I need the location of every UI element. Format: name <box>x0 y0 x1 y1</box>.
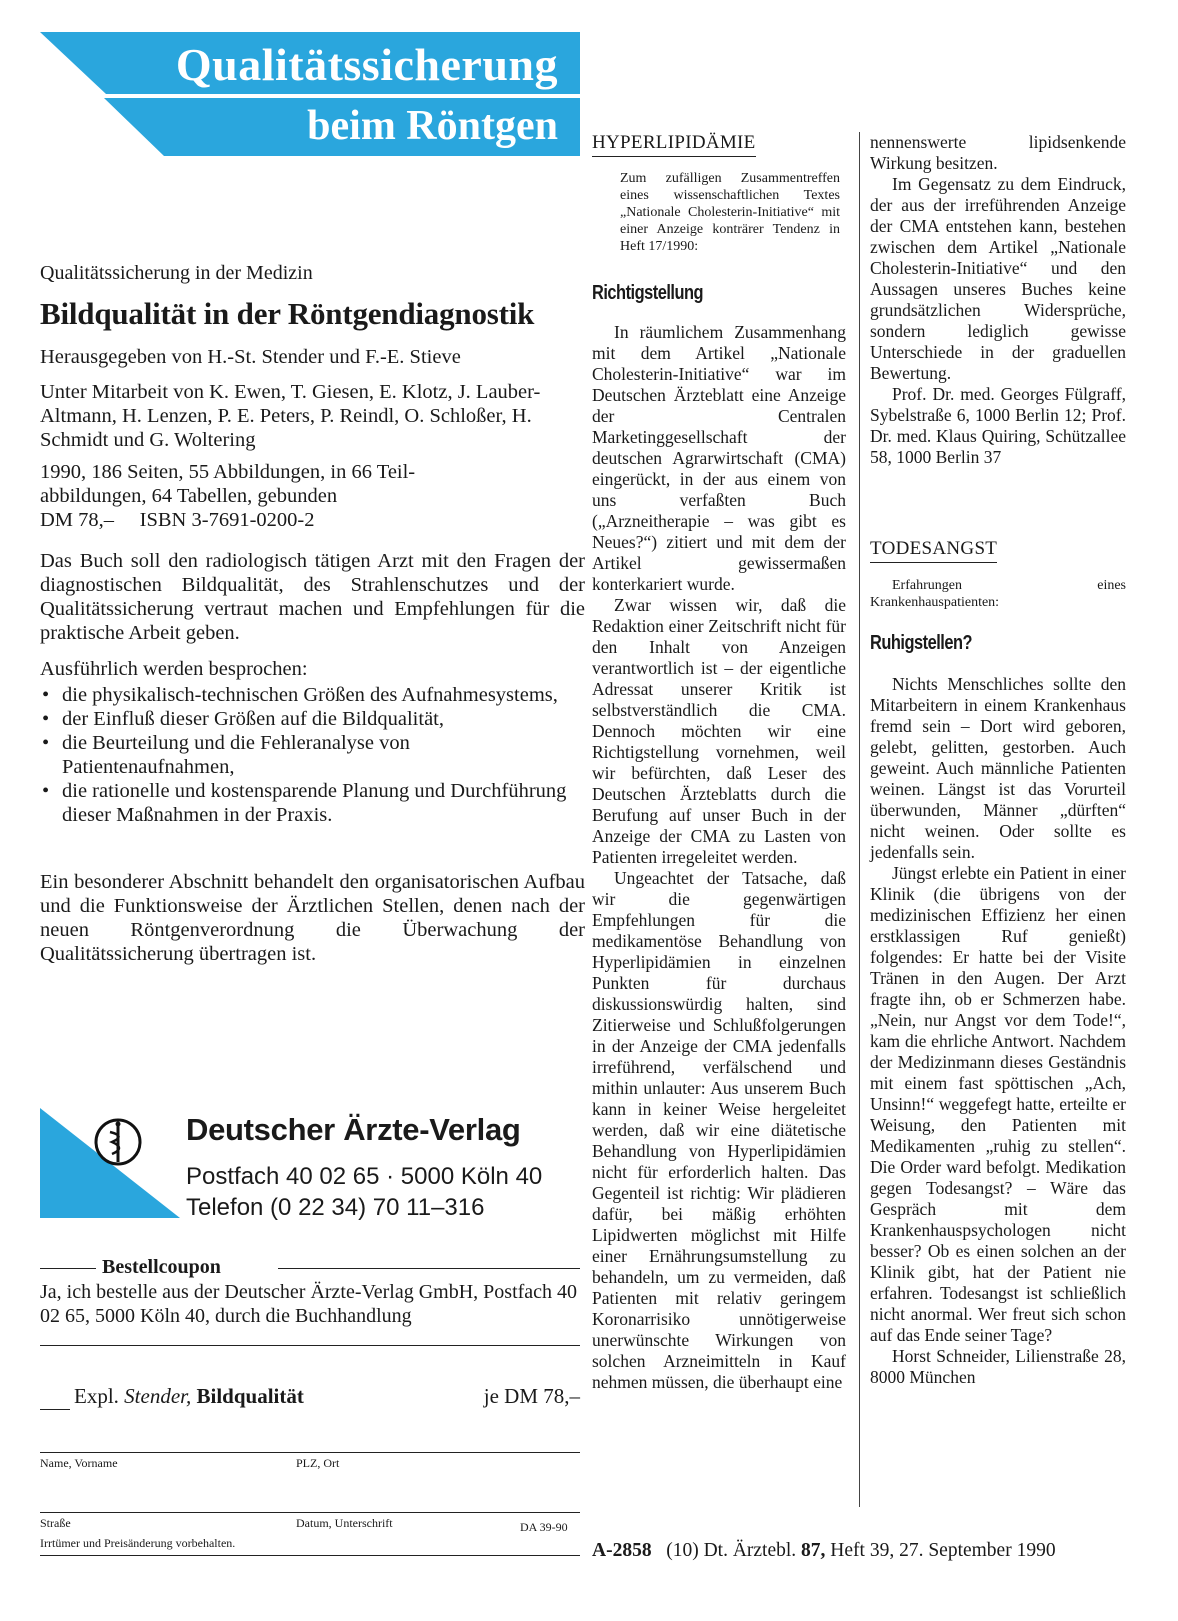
list-item: • die rationelle und kostensparende Planung und Durchführung dieser Maßnahmen in der Praxis. <box>40 779 585 827</box>
paragraph: In räumlichem Zusammenhang mit dem Artikel „Nationale Cholesterin-Initiative“ war im Deutschen Ärzteblatt eine Anzeige der Centralen Marketinggesellschaft der deutschen Agrarwirtschaft (CMA) eingerückt, in der aus einem von uns verfaßten Buch („Arzneitherapie – was gibt es Neues?“) zitiert und mit dem der Artikel gewissermaßen konterkariert wurde. <box>592 322 846 594</box>
book-series: Qualitätssicherung in der Medizin <box>40 262 313 284</box>
banner-line-1: Qualitätssicherung <box>175 39 558 90</box>
pubinfo-line-2: abbildungen, 64 Tabellen, gebunden <box>40 485 338 507</box>
publisher-name: Deutscher Ärzte-Verlag <box>186 1112 521 1147</box>
letter-body-col2b <box>870 674 1126 1388</box>
quantity-field[interactable] <box>40 1384 70 1410</box>
book-title: Bildqualität in der Röntgendiagnostik <box>40 296 535 331</box>
list-item: • die Beurteilung und die Fehleranalyse von Patientenaufnahmen, <box>40 731 585 779</box>
issue-date: Heft 39, 27. September 1990 <box>830 1540 1056 1561</box>
book-editors: Herausgegeben von H.-St. Stender und F.-E. Stieve <box>40 346 461 368</box>
order-line[interactable] <box>40 1384 580 1410</box>
book-extra: Ein besonderer Abschnitt behandelt den organisatorischen Aufbau und die Funktionsweise der Ärztlichen Stellen, denen nach der neuen Röntgenverordnung die Überwachung der Qualitätssicherung übertragen ist. <box>40 871 585 965</box>
rubric-todesangst: TODESANGST <box>870 538 997 563</box>
paragraph: nennenswerte lipidsenkende Wirkung besitzen. <box>870 132 1126 173</box>
banner-line-2: beim Röntgen <box>307 103 558 149</box>
book-collaborators: Unter Mitarbeit von K. Ewen, T. Giesen, E. Klotz, J. Lauber-Altmann, H. Lenzen, P. E. Peters, P. Reindl, O. Schloßer, H. Schmidt und G. Woltering <box>40 381 541 451</box>
page-number: A-2858 <box>592 1540 652 1561</box>
pubinfo-line-1: 1990, 186 Seiten, 55 Abbildungen, in 66 Teil- <box>40 461 416 483</box>
list-item: • der Einfluß dieser Größen auf die Bildqualität, <box>40 707 585 731</box>
date-field-label: Datum, Unterschrift <box>296 1516 393 1530</box>
order-book: Bildqualität <box>196 1384 304 1408</box>
letter-signature: Prof. Dr. med. Georges Fülgraff, Sybelstraße 6, 1000 Berlin 12; Prof. Dr. med. Klaus Quiring, Schützallee 58, 1000 Berlin 37 <box>870 384 1126 467</box>
journal-ref: (10) Dt. Ärztebl. <box>666 1540 797 1561</box>
letter-body-col2 <box>870 132 1126 468</box>
rubric-hyperlipidaemie: HYPERLIPIDÄMIE <box>592 132 756 157</box>
aesculapius-icon <box>40 1108 180 1218</box>
column-divider <box>859 132 860 1507</box>
letter-signature: Horst Schneider, Lilienstraße 28, 8000 München <box>870 1346 1126 1387</box>
paragraph: Ungeachtet der Tatsache, daß wir die gegenwärtigen Empfehlungen für die medikamentöse Behandlung von Hyperlipidämien in einzelnen Punkten für durchaus diskussionswürdig halten, sind Zitierweise und Schlußfolgerungen in der Anzeige der CMA jedenfalls irreführend, verfälschend und mithin unlauter: Aus unserem Buch kann in keiner Weise hergeleitet werden, daß wir eine diätetische Behandlung von Hyperlipidämien nicht für erforderlich halten. Das Gegenteil ist richtig: Wir plädieren dafür, bei mäßig erhöhten Lipidwerten möglichst mit Hilfe einer Ernährungsumstellung zu behandeln, um zu vermeiden, daß Patienten mit relativ geringem Koronarrisiko unnötigerweise unerwünschte Wirkungen von solchen Arzneimitteln in Kauf nehmen müssen, die überhaupt eine <box>592 868 846 1392</box>
name-field-label: Name, Vorname <box>40 1456 118 1470</box>
book-pubinfo <box>40 460 585 532</box>
name-field[interactable] <box>40 1452 580 1453</box>
paragraph: Im Gegensatz zu dem Eindruck, der aus der irreführenden Anzeige der CMA entstehen kann, bestehen zwischen dem Artikel „Nationale Cholesterin-Initiative“ und den Aussagen unseres Buches keine grundsätzlichen Widersprüche, sondern lediglich gewisse Unterschiede in der graduellen Bewertung. <box>870 174 1126 383</box>
coupon-disclaimer: Irrtümer und Preisänderung vorbehalten. <box>40 1536 236 1550</box>
letter-heading: Ruhigstellen? <box>870 632 973 654</box>
coupon-blank-line[interactable] <box>40 1345 580 1346</box>
paragraph: Jüngst erlebte ein Patient in einer Klinik (die übrigens von der medizinischen Effizienz her einen erstklassigen Ruf genießt) folgendes: Er hatte bei der Visite Tränen in den Augen. Der Arzt fragte ihn, ob er Schmerzen habe. „Nein, nur Angst vor dem Tode!“, kam die ehrliche Antwort. Nachdem der Medizinmann dieses Geständnis mit einem fast spöttischen „Ach, Unsinn!“ weggefegt hatte, erteilte er Weisung, den Patienten mit Medikamenten „ruhig zu stellen“. Die Order ward befolgt. Medikation gegen Todesangst? – Wäre das Gespräch mit dem Krankenhauspsychologen nicht besser? Ob es einen solchen an der Klinik gibt, hat der Patient nie erfahren. Todesangst ist schließlich nicht anormal. Wer freut sich schon auf das Ende seiner Tage? <box>870 863 1126 1345</box>
letter-heading: Richtigstellung <box>592 282 704 304</box>
order-expl: Expl. <box>74 1384 119 1408</box>
list-item: • die physikalisch-technischen Größen des Aufnahmesystems, <box>40 683 585 707</box>
page-footer <box>592 1540 1056 1562</box>
book-description: Das Buch soll den radiologisch tätigen Arzt mit den Fragen der diagnostischen Bildqualität, des Strahlenschutzes und der Qualitätssicherung vertraut machen und Empfehlungen für die praktische Arbeit geben. <box>40 550 585 644</box>
topic-list <box>40 683 585 827</box>
order-author: Stender, <box>124 1384 192 1408</box>
letter-intro: Erfahrungen eines Krankenhauspatienten: <box>870 578 1126 610</box>
pubinfo-line-3: DM 78,– ISBN 3-7691-0200-2 <box>40 509 315 531</box>
publisher-contact <box>186 1161 542 1223</box>
paragraph: Nichts Menschliches sollte den Mitarbeitern in einem Krankenhaus fremd sein – Dort wird geboren, gelebt, gelitten, gestorben. Auch geweint. Auch männliche Patienten weinen. Längst ist das Vorurteil überwunden, Männer „dürften“ nicht weinen. Oder sollte es jedenfalls sein. <box>870 674 1126 862</box>
coupon-text: Ja, ich bestelle aus der Deutscher Ärzte-Verlag GmbH, Postfach 40 02 65, 5000 Köln 40, durch die Buchhandlung <box>40 1281 578 1327</box>
paragraph: Zwar wissen wir, daß die Redaktion einer Zeitschrift nicht für den Inhalt von Anzeigen verantwortlich ist – der eigentliche Adressat unserer Kritik ist selbstverständlich die CMA. Dennoch möchten wir eine Richtigstellung vornehmen, weil wir befürchten, daß Leser des Deutschen Ärzteblatts durch die Berufung auf unser Buch in der Anzeige der CMA zu Lasten von Patienten irregeleitet werden. <box>592 595 846 867</box>
letter-body-col1 <box>592 322 846 1393</box>
letter-intro: Zum zufälligen Zusammentreffen eines wissenschaftlichen Textes „Nationale Cholesterin-Initiative“ mit einer Anzeige konträrer Tendenz in Heft 17/1990: <box>620 171 840 254</box>
coupon-code: DA 39-90 <box>520 1520 568 1534</box>
coupon-bottom-rule <box>40 1555 580 1556</box>
publisher-phone: Telefon (0 22 34) 70 11–316 <box>186 1194 485 1221</box>
publisher-address: Postfach 40 02 65 · 5000 Köln 40 <box>186 1163 543 1190</box>
journal-volume: 87, <box>801 1540 826 1561</box>
street-field[interactable] <box>40 1512 580 1513</box>
ad-banner <box>40 32 580 162</box>
street-field-label: Straße <box>40 1516 71 1530</box>
order-price: je DM 78,– <box>483 1384 580 1408</box>
plz-field-label: PLZ, Ort <box>296 1456 340 1470</box>
detail-heading: Ausführlich werden besprochen: <box>40 658 308 680</box>
coupon-title-text: Bestellcoupon <box>102 1256 221 1278</box>
